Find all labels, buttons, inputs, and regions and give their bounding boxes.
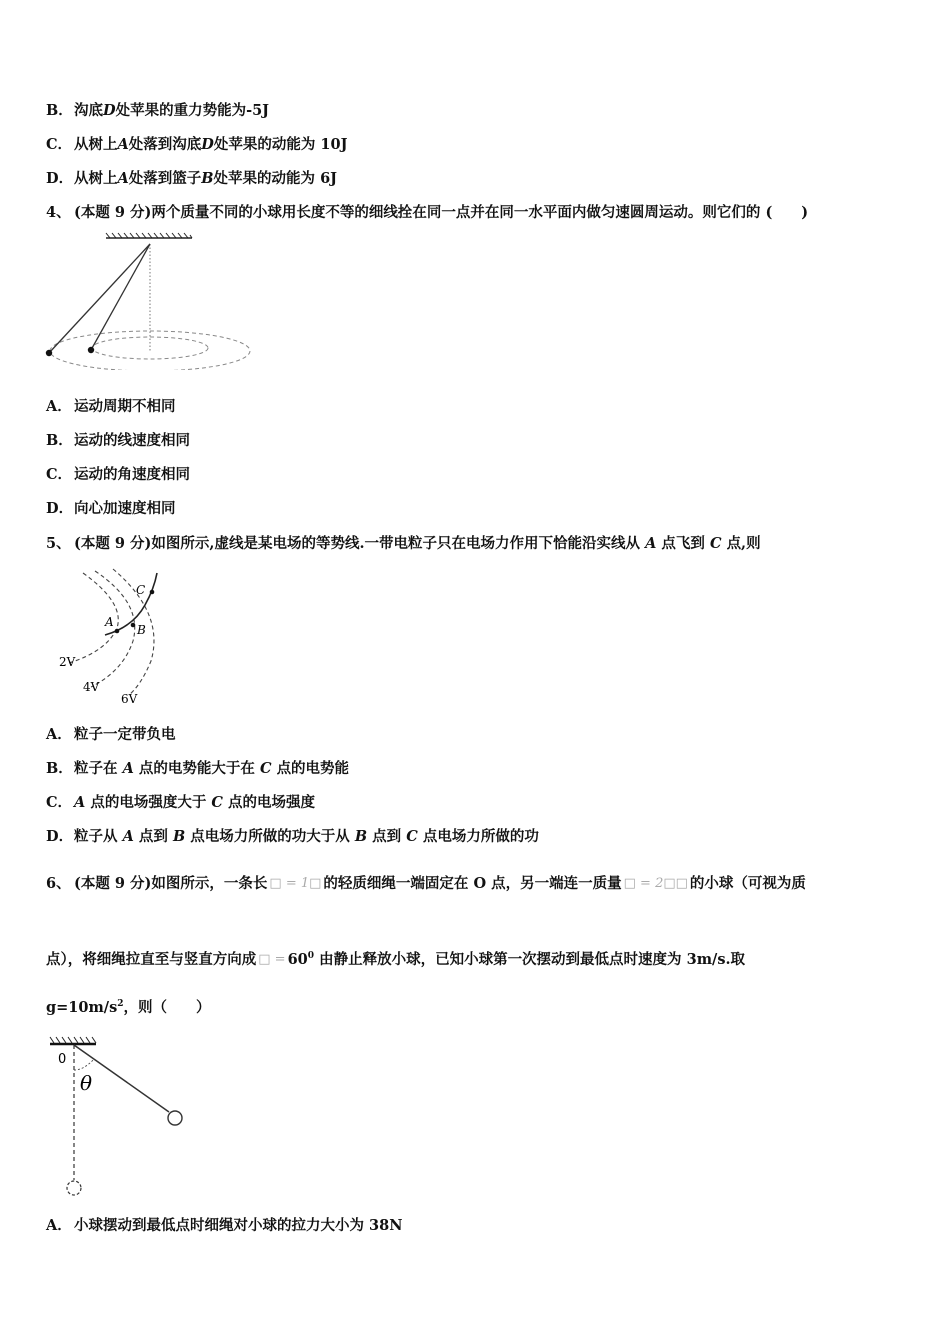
q5-option-d: D．粒子从 A 点到 B 点电场力所做的功大于从 B 点到 C 点电场力所做的功 xyxy=(46,828,539,845)
option-label: A． xyxy=(46,398,72,415)
point-a-label: A xyxy=(105,615,114,629)
q4-option-c: C． 运动的角速度相同 xyxy=(46,466,190,483)
option-label: C． xyxy=(46,136,73,153)
option-label: C． xyxy=(46,794,73,811)
q4-option-b: B．运动的线速度相同 xyxy=(46,432,190,449)
q5-figure-equipotential xyxy=(55,563,175,708)
question-number: 5、 xyxy=(46,535,71,552)
q6-stem-line1: 6、 (本题 9 分)如图所示，一条长 □ = 1□ 的轻质细绳一端固定在 O 点，另一端连一质量 □ = 2□□ 的小球（可视为质 xyxy=(46,875,806,892)
q4-figure-conical-pendulum xyxy=(40,230,260,370)
q6-option-a: A． 小球摆动到最低点时细绳对小球的拉力大小为 38N xyxy=(46,1217,403,1234)
option-label: D． xyxy=(46,170,74,187)
q3-option-b: B．沟底D处苹果的重力势能为-5J xyxy=(46,102,270,119)
q6-stem-line2: 点），将细绳拉直至与竖直方向成 □ = $60^0$ 由静止释放小球，已知小球第一次摆动到最低点时速度为 3m/s.取 xyxy=(46,951,746,968)
q5-option-a: A． 粒子一定带负电 xyxy=(46,726,176,743)
option-label: A． xyxy=(46,1217,72,1234)
q5-option-c: C． A 点的电场强度大于 C 点的电场强度 xyxy=(46,794,315,811)
q3-option-c: C． 从树上A处落到沟底D处苹果的动能为 10J xyxy=(46,136,348,153)
potential-2v-label: 2V xyxy=(59,655,76,669)
q5-option-b: B．粒子在 A 点的电势能大于在 C 点的电势能 xyxy=(46,760,350,777)
q6-stem-line3: $g=10m/s^2$，则（ ） xyxy=(46,999,211,1016)
q4-option-a: A． 运动周期不相同 xyxy=(46,398,176,415)
option-label: B． xyxy=(46,432,73,449)
option-label: B． xyxy=(46,102,73,119)
option-label: D． xyxy=(46,500,74,517)
point-b-label: B xyxy=(137,623,146,637)
formula-placeholder: □ = 1□ xyxy=(269,876,322,891)
potential-4v-label: 4V xyxy=(83,680,100,694)
option-label: B． xyxy=(46,760,73,777)
q5-stem: 5、 (本题 9 分)如图所示,虚线是某电场的等势线.一带电粒子只在电场力作用下恰能沿实线从 A 点飞到 C 点,则 xyxy=(46,535,761,552)
option-label: C． xyxy=(46,466,73,483)
option-label: A． xyxy=(46,726,72,743)
potential-6v-label: 6V xyxy=(121,692,138,706)
q4-option-d: D．向心加速度相同 xyxy=(46,500,176,517)
formula-placeholder: □ = 2□□ xyxy=(623,876,688,891)
question-number: 6、 xyxy=(46,875,71,892)
q4-stem: 4、 (本题 9 分)两个质量不同的小球用长度不等的细线拴在同一点并在同一水平面内做匀速圆周运动。则它们的 ( ) xyxy=(46,204,809,221)
pivot-o-label: 0 xyxy=(58,1052,67,1067)
formula-placeholder: □ = xyxy=(258,952,286,967)
q3-option-d: D．从树上A处落到篮子B处苹果的动能为 6J xyxy=(46,170,338,187)
angle-theta-label: θ xyxy=(80,1071,93,1095)
point-c-label: C xyxy=(136,583,146,597)
q6-figure-pendulum xyxy=(44,1032,194,1202)
question-number: 4、 xyxy=(46,204,71,221)
option-label: D． xyxy=(46,828,74,845)
